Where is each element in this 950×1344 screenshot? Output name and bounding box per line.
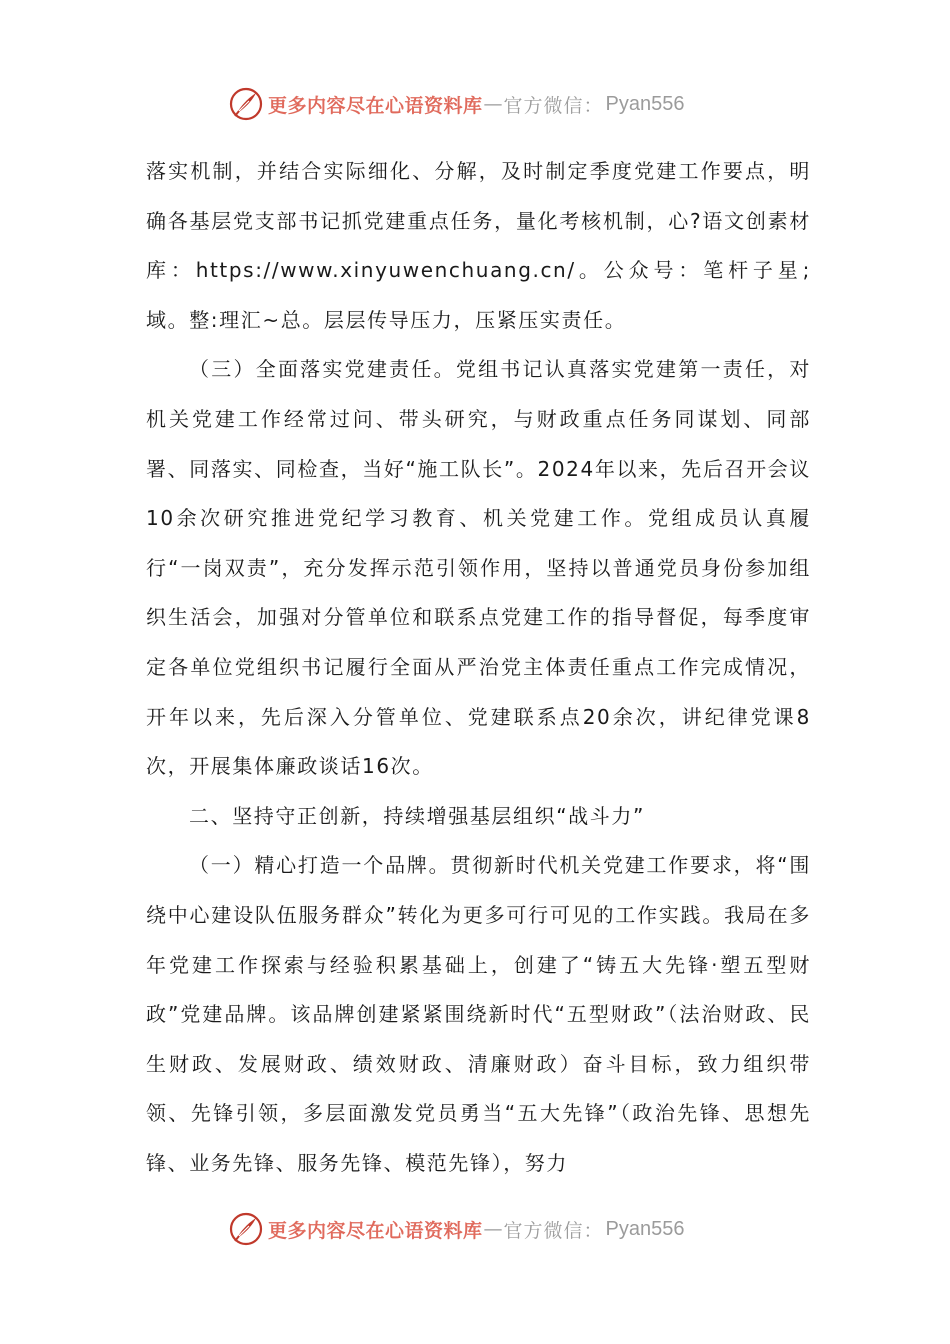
quill-pen-icon — [228, 1211, 264, 1247]
watermark-separator: — — [483, 93, 503, 115]
quill-pen-icon — [228, 86, 264, 122]
watermark-label: 官方微信： — [503, 94, 604, 117]
watermark-wechat-id: Pyan556 — [605, 1217, 685, 1240]
watermark-brand: 更多内容尽在心语资料库 — [268, 1219, 483, 1242]
watermark-label: 官方微信： — [503, 1219, 604, 1242]
watermark-brand: 更多内容尽在心语资料库 — [268, 94, 483, 117]
paragraph: （一）精心打造一个品牌。贯彻新时代机关党建工作要求，将“围绕中心建设队伍服务群众”转化为更多可行可见的工作实践。我局在多年党建工作探索与经验积累基础上，创建了“铸五大先锋·塑五型财政”党建品牌。该品牌创建紧紧围绕新时代“五型财政”（法治财政、民生财政、发展财政、绩效财政、清廉财政）奋斗目标，致力组织带领、先锋引领，多层面激发党员勇当“五大先锋”（政治先锋、思想先锋、业务先锋、服务先锋、模范先锋），努力 — [146, 853, 811, 1175]
document-body — [146, 147, 811, 1188]
section-heading: 二、坚持守正创新，持续增强基层组织“战斗力” — [189, 803, 645, 828]
watermark-header — [228, 84, 685, 124]
paragraph: 落实机制，并结合实际细化、分解，及时制定季度党建工作要点，明确各基层党支部书记抓党建重点任务，量化考核机制，心?语文创素材库：https://www.xinyuwenchuang.cn/。公众号：笔杆子星;域。整:理汇~总。层层传导压力，压紧压实责任。 — [146, 159, 811, 332]
watermark-separator: — — [483, 1218, 503, 1240]
watermark-wechat-id: Pyan556 — [605, 92, 685, 115]
watermark-footer — [228, 1209, 685, 1249]
paragraph: （三）全面落实党建责任。党组书记认真落实党建第一责任，对机关党建工作经常过问、带头研究，与财政重点任务同谋划、同部署、同落实、同检查，当好“施工队长”。2024年以来，先后召开会议10余次研究推进党纪学习教育、机关党建工作。党组成员认真履行“一岗双责”，充分发挥示范引领作用，坚持以普通党员身份参加组织生活会，加强对分管单位和联系点党建工作的指导督促，每季度审定各单位党组织书记履行全面从严治党主体责任重点工作完成情况，开年以来，先后深入分管单位、党建联系点20余次，讲纪律党课8次，开展集体廉政谈话16次。 — [146, 357, 811, 779]
